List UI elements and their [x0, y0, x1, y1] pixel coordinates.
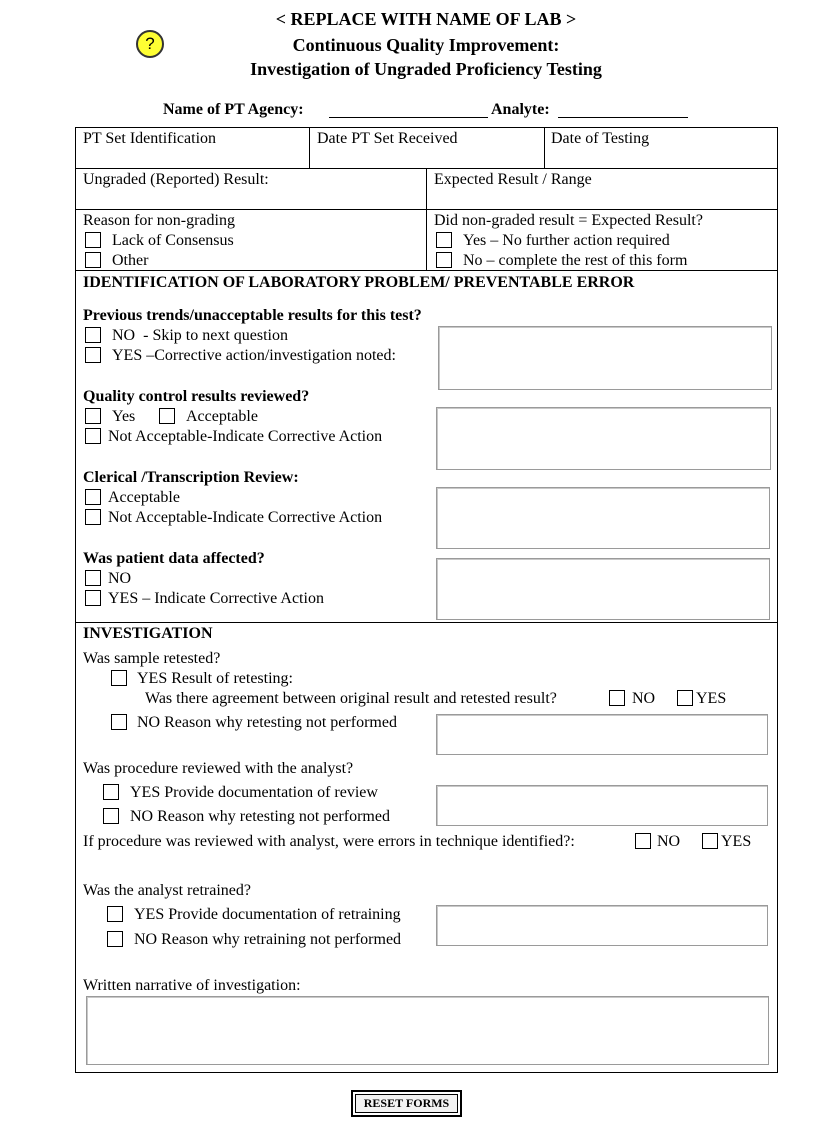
match-no-label: No – complete the rest of this form: [463, 252, 688, 269]
reset-forms-button[interactable]: [351, 1090, 462, 1117]
trends-skip-text: - Skip to next question: [143, 327, 288, 344]
retrain-yes-label: YES Provide documentation of retraining: [134, 906, 401, 923]
retest-no-label: NO Reason why retesting not performed: [137, 714, 397, 731]
clerical-not-acceptable-label: Not Acceptable-Indicate Corrective Action: [108, 509, 383, 526]
agreement-question: Was there agreement between original result and retested result?: [145, 690, 557, 707]
trends-no-checkbox[interactable]: [85, 327, 101, 343]
retest-question: Was sample retested?: [83, 650, 221, 667]
qc-not-acceptable-label: Not Acceptable-Indicate Corrective Action: [108, 428, 383, 445]
qc-yes-label: Yes: [112, 408, 136, 425]
patient-yes-label: YES – Indicate Corrective Action: [108, 590, 324, 607]
other-label: Other: [112, 252, 149, 269]
col-divider: [309, 127, 310, 168]
errors-question: If procedure was reviewed with analyst, were errors in technique identified?:: [83, 833, 575, 850]
agreement-yes-label: YES: [696, 690, 727, 707]
form-title: Continuous Quality Improvement:: [292, 35, 560, 55]
patient-action-box[interactable]: [436, 558, 770, 620]
match-label: Did non-graded result = Expected Result?: [434, 212, 703, 229]
qc-acceptable-checkbox[interactable]: [159, 408, 175, 424]
match-no-checkbox[interactable]: [436, 252, 452, 268]
clerical-not-acceptable-checkbox[interactable]: [85, 509, 101, 525]
pt-agency-label: Name of PT Agency:: [163, 101, 304, 118]
trends-no-label: [112, 326, 288, 345]
trends-yes-checkbox[interactable]: [85, 347, 101, 363]
trends-no-text: NO: [112, 327, 136, 344]
ungraded-result-field[interactable]: Ungraded (Reported) Result:: [83, 171, 269, 188]
qc-question: Quality control results reviewed?: [83, 388, 310, 405]
date-received-field[interactable]: Date PT Set Received: [317, 130, 458, 147]
patient-no-checkbox[interactable]: [85, 570, 101, 586]
reason-label: Reason for non-grading: [83, 212, 235, 229]
procedure-yes-label: YES Provide documentation of review: [130, 784, 378, 801]
trends-yes-label: YES –Corrective action/investigation noted:: [112, 347, 396, 364]
identification-heading: IDENTIFICATION OF LABORATORY PROBLEM/ PREVENTABLE ERROR: [83, 274, 635, 291]
retrain-no-label: NO Reason why retraining not performed: [134, 931, 402, 948]
patient-yes-checkbox[interactable]: [85, 590, 101, 606]
qc-yes-checkbox[interactable]: [85, 408, 101, 424]
match-yes-label: Yes – No further action required: [463, 232, 670, 249]
retrain-no-checkbox[interactable]: [107, 931, 123, 947]
trends-question: Previous trends/unacceptable results for this test?: [83, 307, 422, 324]
procedure-question: Was procedure reviewed with the analyst?: [83, 760, 354, 777]
clerical-acceptable-checkbox[interactable]: [85, 489, 101, 505]
row-divider: [75, 270, 778, 271]
col-divider: [426, 168, 427, 270]
procedure-review-box[interactable]: [436, 785, 768, 826]
lack-of-consensus-checkbox[interactable]: [85, 232, 101, 248]
match-yes-checkbox[interactable]: [436, 232, 452, 248]
narrative-label: Written narrative of investigation:: [83, 977, 301, 994]
retest-yes-label: YES Result of retesting:: [137, 670, 293, 687]
retrain-yes-checkbox[interactable]: [107, 906, 123, 922]
agreement-no-checkbox[interactable]: [609, 690, 625, 706]
errors-no-label: NO: [657, 833, 681, 850]
qc-acceptable-label: Acceptable: [186, 408, 258, 425]
clerical-question-text: Clerical /Transcription Review:: [83, 469, 299, 486]
retrain-documentation-box[interactable]: [436, 905, 768, 946]
form-subtitle: Investigation of Ungraded Proficiency Testing: [250, 59, 602, 79]
clerical-action-box[interactable]: [436, 487, 770, 549]
agreement-yes-checkbox[interactable]: [677, 690, 693, 706]
trends-notes-box[interactable]: [438, 326, 772, 390]
retrain-question: Was the analyst retrained?: [83, 882, 251, 899]
analyte-field[interactable]: [558, 103, 688, 118]
date-testing-field[interactable]: Date of Testing: [551, 130, 650, 147]
clerical-acceptable-label: Acceptable: [108, 489, 180, 506]
reset-forms-label: RESET FORMS: [355, 1094, 458, 1113]
section-divider: [75, 622, 778, 623]
narrative-box[interactable]: [86, 996, 769, 1065]
agreement-no-label: NO: [632, 690, 656, 707]
errors-yes-label: YES: [721, 833, 752, 850]
errors-no-checkbox[interactable]: [635, 833, 651, 849]
patient-no-label: NO: [108, 570, 132, 587]
qc-not-acceptable-checkbox[interactable]: [85, 428, 101, 444]
pt-agency-field[interactable]: [329, 103, 488, 118]
patient-question: Was patient data affected?: [83, 550, 265, 567]
expected-result-field[interactable]: Expected Result / Range: [434, 171, 592, 188]
lack-of-consensus-label: Lack of Consensus: [112, 232, 234, 249]
help-icon[interactable]: ?: [136, 30, 164, 58]
procedure-yes-checkbox[interactable]: [103, 784, 119, 800]
col-divider: [544, 127, 545, 168]
retest-no-checkbox[interactable]: [111, 714, 127, 730]
retest-yes-checkbox[interactable]: [111, 670, 127, 686]
qc-action-box[interactable]: [436, 407, 771, 470]
procedure-no-label: NO Reason why retesting not performed: [130, 808, 390, 825]
other-checkbox[interactable]: [85, 252, 101, 268]
clerical-question: [83, 468, 299, 487]
investigation-heading: INVESTIGATION: [83, 625, 213, 642]
retest-reason-box[interactable]: [436, 714, 768, 755]
pt-set-identification-field[interactable]: PT Set Identification: [83, 130, 217, 147]
analyte-label: Analyte:: [491, 101, 550, 118]
lab-name-title: < REPLACE WITH NAME OF LAB >: [275, 9, 577, 29]
procedure-no-checkbox[interactable]: [103, 808, 119, 824]
errors-yes-checkbox[interactable]: [702, 833, 718, 849]
